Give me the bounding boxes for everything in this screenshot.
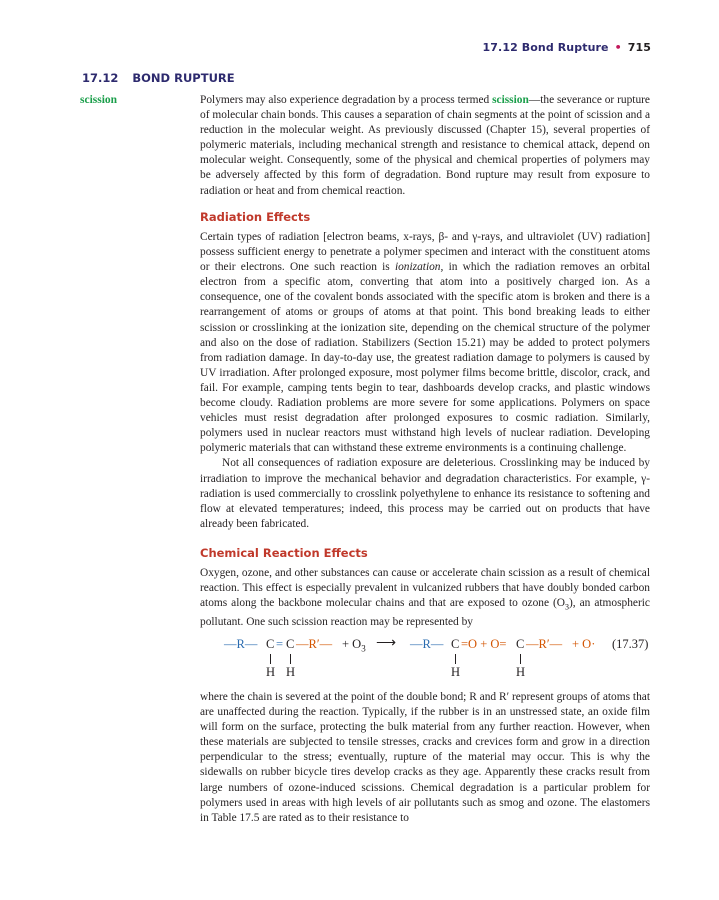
eq-carbon-2: C xyxy=(286,637,295,651)
eq-bond-h3 xyxy=(455,654,456,664)
eq-rhs-chain-c: —R′— xyxy=(526,637,563,651)
chemical-body-2 xyxy=(200,690,650,826)
ionization-term: ionization, xyxy=(394,261,444,274)
chemical-heading: Chemical Reaction Effects xyxy=(200,546,368,560)
intro-paragraph: Polymers may also experience degradation by a process termed scission—the severance or rupture of molecular chain bonds. This causes a separation of chain segments at the point of scission and a reduction in the molecular weight. As previously discussed (Chapter 15), several properties of polymeric materials, including mechanical strength and resistance to chemical attack, depend on molecular weight. Consequently, some of the physical and chemical properties of polymers may be adversely affected by this form of degradation. Bond rupture may result from exposure to radiation or heat and from chemical reaction. xyxy=(200,94,650,197)
eq-lhs-chain-a: —R— xyxy=(224,637,258,651)
radiation-heading: Radiation Effects xyxy=(200,210,311,224)
chemical-body xyxy=(200,566,650,630)
header-separator: • xyxy=(614,41,622,54)
running-header xyxy=(483,41,651,54)
eq-carbon-4: C xyxy=(516,637,525,651)
chemical-section xyxy=(200,546,650,560)
eq-lhs-chain-b: —R′— xyxy=(296,637,333,651)
eq-oxygen-radical: + O· xyxy=(572,637,596,651)
section-title: BOND RUPTURE xyxy=(132,71,235,85)
eq-bond-h1 xyxy=(270,654,271,664)
eq-hydrogen-2: H xyxy=(286,665,296,679)
eq-arrow: ⟶ xyxy=(376,636,397,651)
radiation-body xyxy=(200,230,650,532)
eq-carbon-1: C xyxy=(266,637,275,651)
eq-rhs-oxygen: =O + O= xyxy=(461,637,507,651)
chemical-paragraph-2: where the chain is severed at the point of the double bond; R and R′ represent groups of atoms that are unaffected during the reaction. Typically, if the rubber is in an unstressed state, an oxide film will form on the surface, protecting the bulk material from any further reaction. However, when these materials are subjected to tensile stresses, cracks and crevices form and grow in a direction perpendicular to the stress; eventually, rupture of the material may occur. This is why the sidewalls on rubber bicycle tires develop cracks as they age. Apparently these cracks result from large numbers of ozone-induced scissions. Chemical degradation is a particular problem for polymers used in areas with high levels of air pollutants such as smog and ozone. The elastomers in Table 17.5 are rated as to their resistance to xyxy=(200,691,650,824)
eq-hydrogen-4: H xyxy=(516,665,526,679)
eq-bond-h4 xyxy=(520,654,521,664)
page-number: 715 xyxy=(627,41,651,54)
eq-hydrogen-1: H xyxy=(266,665,276,679)
eq-ozone: + $O_3$ xyxy=(342,637,366,654)
equation-number: (17.37) xyxy=(612,637,649,651)
radiation-paragraph-1: Certain types of radiation [electron beams, x-rays, β- and γ-rays, and ultraviolet (UV) radiation] possess sufficient energy to penetrate a polymer specimen and interact with the constituent atoms or their electrons. One such reaction is ionization, in which the radiation removes an orbital electron from a specific atom, converting that atom into a positively charged ion. As a consequence, one of the covalent bonds associated with the specific atom is broken and there is a rearrangement of atoms or groups of atoms at that point. This bond breaking leads to either scission or crosslinking at the ionization site, depending on the chemical structure of the polymer and also on the dose of radiation. Stabilizers (Section 15.21) may be added to protect polymers from radiation damage. In day-to-day use, the greatest radiation damage to polymers is caused by UV irradiation. After prolonged exposure, most polymer films become brittle, discolor, crack, and fail. For example, camping tents begin to tear, dashboards develop cracks, and plastic windows become cloudy. Radiation problems are more severe for some applications. Polymers on space vehicles must resist degradation after prolonged exposures to cosmic radiation. Similarly, polymers used in nuclear reactors must withstand high levels of nuclear radiation. Developing polymeric materials that can withstand these extreme environments is a continuing challenge. xyxy=(200,231,651,455)
radiation-paragraph-2: Not all consequences of radiation exposure are deleterious. Crosslinking may be induced by irradiation to improve the mechanical behavior and degradation characteristics. For example, γ-radiation is used commercially to crosslink polyethylene to enhance its resistance to softening and flow at elevated temperatures; indeed, this process may be carried out on products that have already been fabricated. xyxy=(200,457,650,530)
eq-rhs-chain-a: —R— xyxy=(410,637,444,651)
section-heading xyxy=(82,71,235,85)
eq-double-bond-1: = xyxy=(276,637,284,651)
intro-block xyxy=(200,93,650,199)
scission-term: scission xyxy=(492,94,529,106)
radiation-section xyxy=(200,210,650,224)
section-number: 17.12 xyxy=(82,71,119,85)
eq-bond-h2 xyxy=(290,654,291,664)
eq-hydrogen-3: H xyxy=(451,665,461,679)
eq-carbon-3: C xyxy=(451,637,460,651)
chemical-paragraph-1: Oxygen, ozone, and other substances can cause or accelerate chain scission as a result of chemical reaction. This effect is especially prevalent in vulcanized rubbers that have doubly bonded carbon atoms along the backbone molecular chains and that are exposed to ozone $(O_3)$, an atmospheric pollutant. One such scission reaction may be represented by xyxy=(200,567,650,628)
header-section-title: 17.12 Bond Rupture xyxy=(482,41,609,54)
margin-glossary-term: scission xyxy=(80,94,118,106)
scission-equation xyxy=(200,635,660,683)
